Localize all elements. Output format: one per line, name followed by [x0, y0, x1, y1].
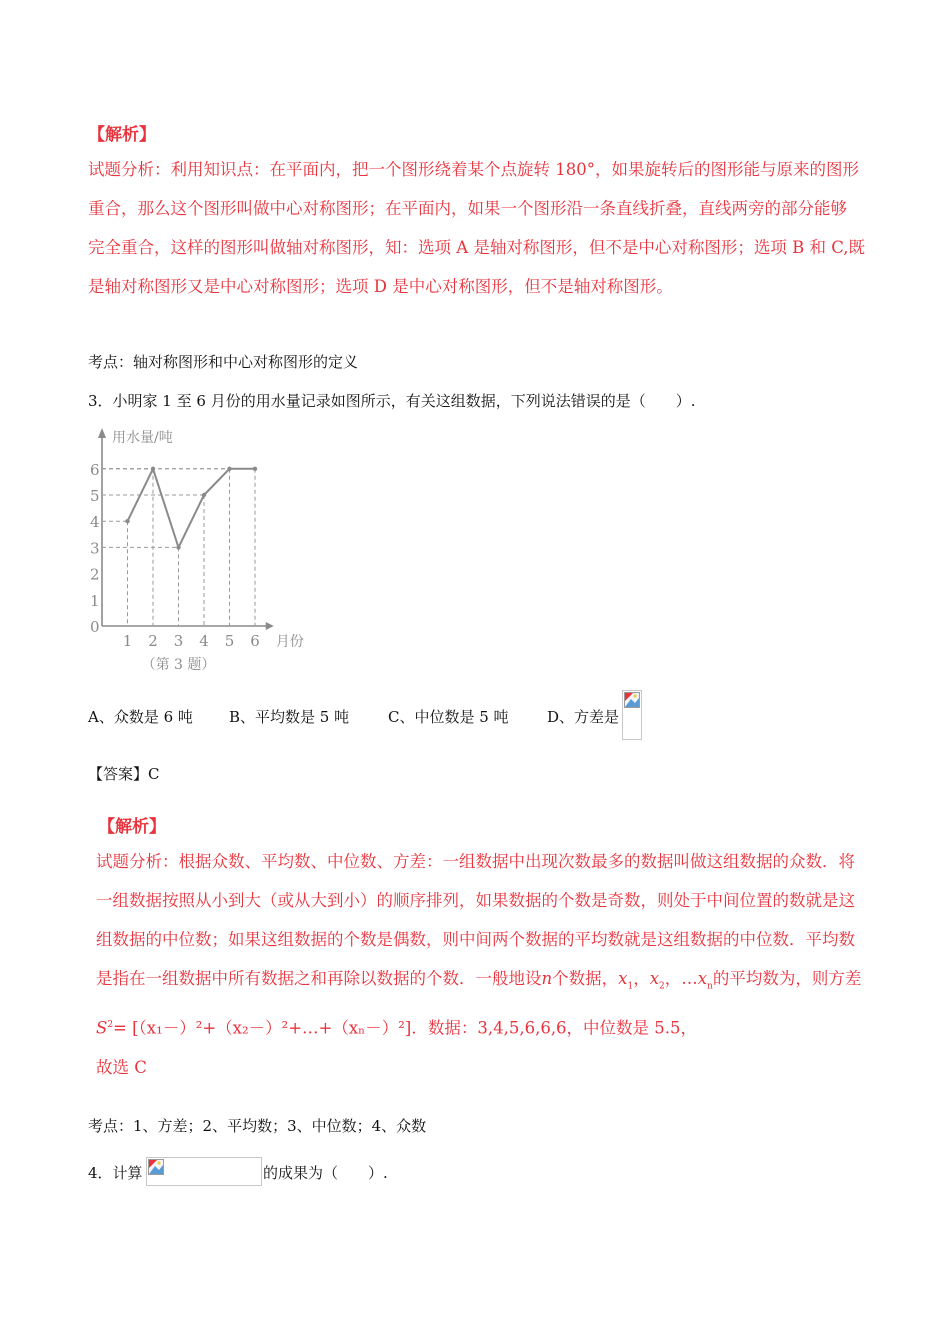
analysis-1-line-3: 完全重合，这样的图形叫做轴对称图形，知：选项 A 是轴对称图形，但不是中心对称图形；选项 B 和 C,既 — [88, 238, 866, 257]
y-tick-label: 6 — [90, 460, 100, 479]
analysis-1-line-2: 重合，那么这个图形叫做中心对称图形；在平面内，如果一个图形沿一条直线折叠，直线两旁的部分能够 — [88, 199, 847, 218]
question-4-suffix: 的成果为（ ）. — [263, 1164, 388, 1182]
y-axis-label: 用水量/吨 — [112, 430, 173, 446]
line4-text-b: 个数据， — [552, 969, 619, 988]
variance-formula: = [（x₁－）²+（x₂－）²+…+（xₙ－）²]．数据：3,4,5,6,6,6，中位数是 5.5， — [113, 1018, 698, 1038]
answer-label: 【答案】C — [88, 765, 160, 783]
water-usage-chart — [80, 422, 330, 677]
data-point — [125, 519, 129, 523]
x-tick-label: 2 — [148, 632, 158, 650]
var-x2: x — [649, 969, 659, 988]
kaodian-1: 考点：轴对称图形和中心对称图形的定义 — [88, 353, 359, 371]
question-4-prefix: 4．计算 — [88, 1164, 143, 1182]
x-axis-arrow — [266, 622, 274, 630]
data-point — [151, 467, 155, 471]
analysis-1-line-4: 是轴对称图形又是中心对称图形；选项 D 是中心对称图形，但不是轴对称图形。 — [88, 277, 673, 296]
chart-caption: （第 3 题） — [141, 657, 216, 673]
y-tick-label: 4 — [90, 513, 100, 532]
analysis-2-line-5: $S^2=$ [（x₁－）²+（x₂－）²+…+（xₙ－）²]．数据：3,4,5,6,6,6，中位数是 5.5， — [96, 1018, 698, 1038]
option-d: D、方差是 — [547, 708, 620, 726]
line4-text-a: 是指在一组数据中所有数据之和再除以数据的个数．一般地设 — [96, 969, 542, 988]
question-3-stem: 3．小明家 1 至 6 月份的用水量记录如图所示，有关这组数据，下列说法错误的是（ ）. — [88, 392, 696, 410]
broken-image-expression — [146, 1157, 262, 1186]
var-s: S — [96, 1018, 108, 1038]
var-x1: x — [618, 969, 628, 988]
image-placeholder-icon — [148, 1159, 164, 1175]
image-placeholder-icon — [624, 692, 640, 708]
y-tick-label: 2 — [90, 565, 100, 584]
analysis-body-1 — [88, 150, 888, 306]
var-xn: x — [697, 969, 708, 988]
x-tick-label: 6 — [250, 632, 260, 650]
option-a: A、众数是 6 吨 — [88, 708, 193, 726]
option-c: C、中位数是 5 吨 — [388, 708, 509, 726]
data-point — [202, 493, 206, 497]
data-point — [176, 545, 180, 549]
x-tick-label: 3 — [173, 632, 184, 650]
line4-sep: ， — [633, 969, 650, 988]
analysis-2-line-1: 试题分析：根据众数、平均数、中位数、方差：一组数据中出现次数最多的数据叫做这组数据的众数．将 — [96, 852, 855, 871]
data-point — [253, 467, 257, 471]
x-tick-label: 1 — [122, 632, 133, 650]
y-tick-label: 5 — [90, 487, 100, 505]
analysis-header-2: 【解析】 — [98, 817, 166, 837]
x-tick-label: 5 — [224, 632, 235, 650]
y-axis-arrow — [98, 428, 106, 438]
var-n: n — [541, 969, 553, 988]
broken-image-icon — [622, 690, 642, 740]
series-line — [128, 469, 256, 548]
option-b: B、平均数是 5 吨 — [229, 708, 350, 726]
origin-label: 0 — [90, 618, 100, 636]
analysis-1-line-1: 试题分析：利用知识点：在平面内，把一个图形绕着某个点旋转 180°，如果旋转后的图形能与原来的图形 — [88, 160, 859, 179]
kaodian-2: 考点：1、方差；2、平均数；3、中位数；4、众数 — [88, 1117, 427, 1135]
analysis-2-line-3: 组数据的中位数；如果这组数据的个数是偶数，则中间两个数据的平均数就是这组数据的中位数．平均数 — [96, 930, 855, 949]
data-point — [227, 467, 231, 471]
analysis-2-line-4: 是指在一组数据中所有数据之和再除以数据的个数．一般地设n个数据，$x_1$，$x_2$，$\dots x_n$的平均数为，则方差 — [96, 969, 862, 992]
x-tick-label: 4 — [199, 632, 209, 650]
analysis-header-1: 【解析】 — [88, 125, 156, 145]
analysis-body-2 — [96, 842, 896, 1087]
line4-text-c: 的平均数为，则方差 — [712, 969, 862, 988]
analysis-2-line-6: 故选 C — [96, 1057, 147, 1077]
y-tick-label: 1 — [90, 591, 100, 610]
x-axis-label: 月份 — [275, 634, 304, 650]
analysis-2-line-2: 一组数据按照从小到大（或从大到小）的顺序排列，如果数据的个数是奇数，则处于中间位置的数就是这 — [96, 891, 855, 910]
y-tick-label: 3 — [90, 539, 100, 558]
line4-dots: ，… — [664, 969, 698, 988]
